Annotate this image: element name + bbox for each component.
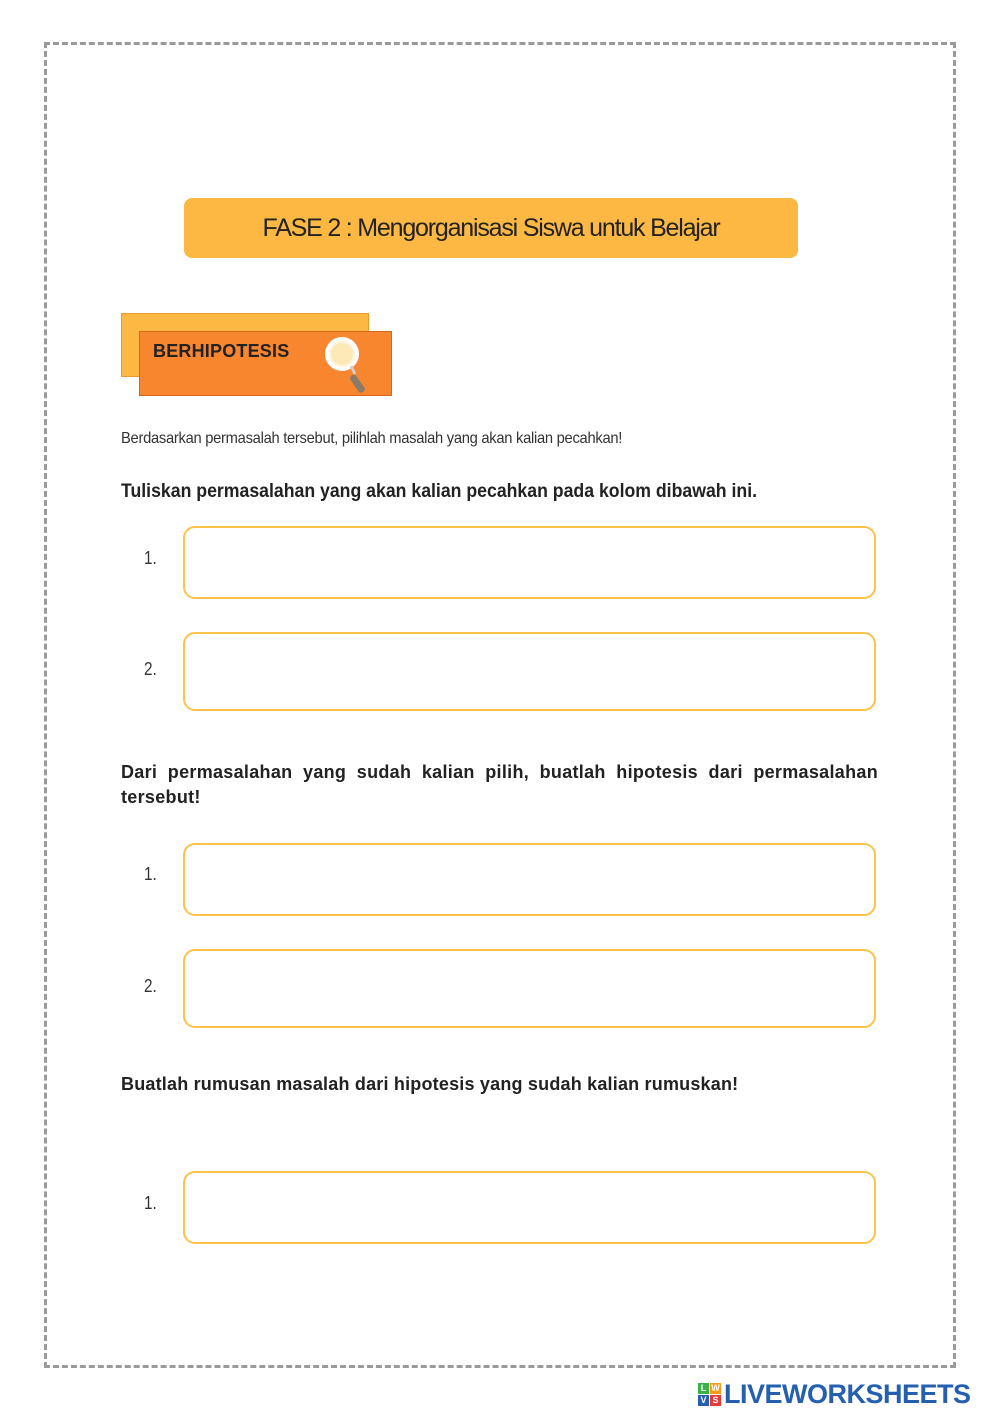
logo-icon <box>698 1383 721 1406</box>
phase-title-banner <box>184 198 798 258</box>
item-number: 1. <box>144 1193 157 1213</box>
liveworksheets-logo[interactable] <box>698 1378 971 1410</box>
item-number: 2. <box>144 976 157 996</box>
item-number: 1. <box>144 864 157 884</box>
item-number: 2. <box>144 659 157 679</box>
intro-text: Berdasarkan permasalah tersebut, pilihlah masalah yang akan kalian pecahkan! <box>121 430 623 447</box>
logo-letter: S <box>710 1395 721 1406</box>
answer-box-2-1[interactable] <box>183 843 876 916</box>
question-1: Tuliskan permasalahan yang akan kalian pecahkan pada kolom dibawah ini. <box>121 481 758 502</box>
answer-box-2-2[interactable] <box>183 949 876 1028</box>
brand-name: LIVEWORKSHEETS <box>724 1378 971 1409</box>
item-number: 1. <box>144 548 157 568</box>
phase-title: FASE 2 : Mengorganisasi Siswa untuk Belajar <box>262 213 720 242</box>
answer-box-3-1[interactable] <box>183 1171 876 1244</box>
logo-letter: V <box>698 1395 709 1406</box>
section-tag-label: BERHIPOTESIS <box>153 341 290 361</box>
answer-box-1-1[interactable] <box>183 526 876 599</box>
question-2: Dari permasalahan yang sudah kalian pilih, buatlah hipotesis dari permasalahan tersebut! <box>121 762 878 807</box>
logo-letter: W <box>711 1382 720 1393</box>
magnifier-icon <box>322 330 378 398</box>
answer-box-1-2[interactable] <box>183 632 876 711</box>
logo-letter: L <box>698 1383 709 1394</box>
question-3: Buatlah rumusan masalah dari hipotesis yang sudah kalian rumuskan! <box>121 1074 739 1094</box>
